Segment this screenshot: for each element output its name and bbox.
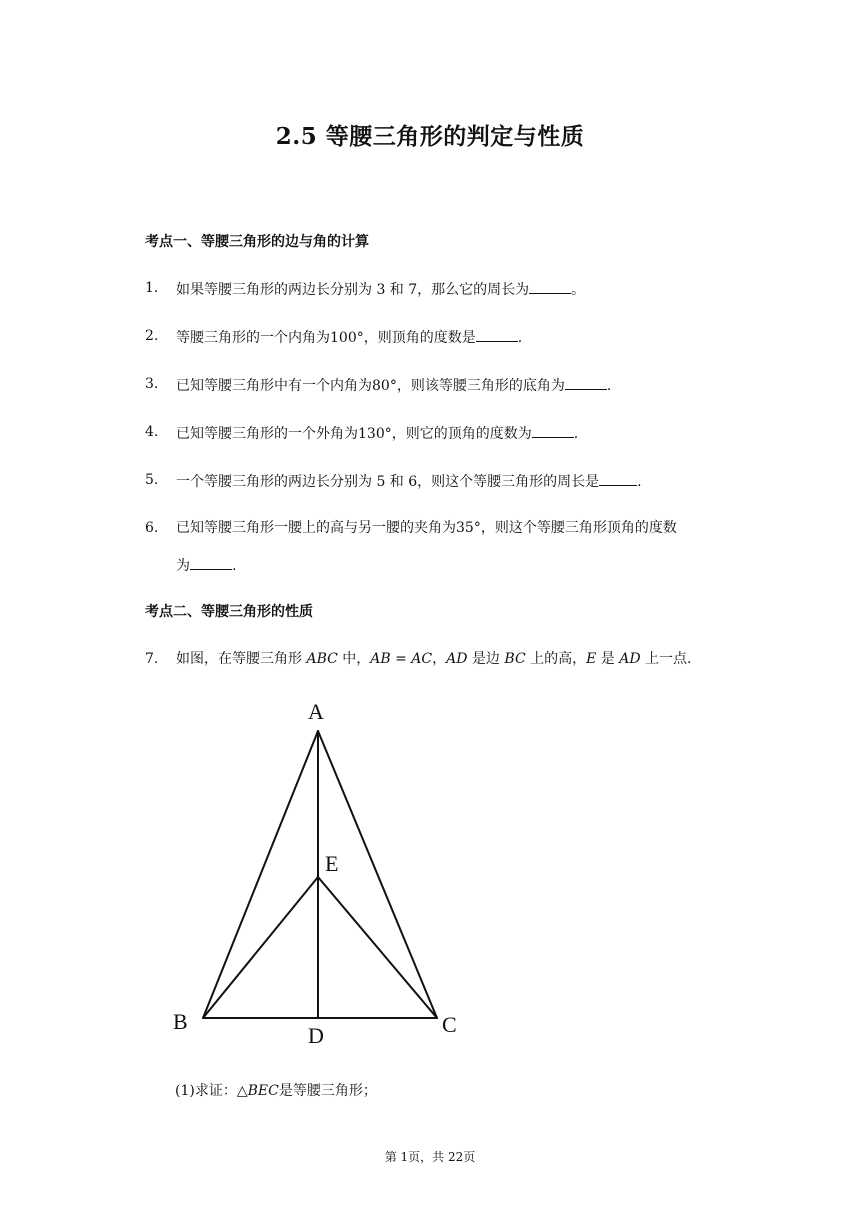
- question-text: 上一点.: [640, 651, 692, 667]
- question-number: 2.: [145, 328, 159, 344]
- question-text: 上的高，: [525, 651, 587, 667]
- subquestion-1: [175, 1080, 377, 1100]
- question-text-cont: ，则顶角的度数是: [363, 330, 476, 346]
- question-end: .: [517, 330, 523, 346]
- section-heading-2: 考点二、等腰三角形的性质: [145, 604, 313, 620]
- question-text: 如果等腰三角形的两边长分别为 3 和 7，那么它的周长为: [176, 282, 530, 298]
- label-c: C: [442, 1012, 457, 1037]
- subquestion-text-end: 是等腰三角形；: [278, 1083, 377, 1099]
- question-text: 如图，在等腰三角形: [176, 651, 307, 667]
- page-footer: 第 1页，共 22页: [384, 1150, 476, 1164]
- question-end: 。: [571, 282, 586, 298]
- label-d: D: [308, 1023, 324, 1048]
- question-text: 一个等腰三角形的两边长分别为 5 和 6，则这个等腰三角形的周长是: [176, 474, 600, 490]
- question-end: .: [637, 474, 642, 490]
- question-end: .: [606, 378, 612, 394]
- answer-blank[interactable]: [476, 326, 518, 342]
- angle-value: 100°: [330, 330, 364, 346]
- question-text-cont: ，则它的顶角的度数为: [391, 426, 532, 442]
- question-text: ，: [432, 651, 447, 667]
- segment-ab: [203, 731, 318, 1018]
- question-number: 4.: [145, 424, 159, 440]
- label-e: E: [325, 851, 339, 876]
- question-text: 已知等腰三角形中有一个内角为: [176, 378, 372, 394]
- angle-value: 130°: [358, 426, 392, 442]
- question-number: 1.: [145, 280, 159, 296]
- question-text-cont: ，则该等腰三角形的底角为: [396, 378, 565, 394]
- triangle-name: ABC: [306, 651, 338, 667]
- subquestion-number: (1): [175, 1083, 195, 1099]
- question-text: 已知等腰三角形的一个外角为: [176, 426, 358, 442]
- equation: AB = AC: [370, 651, 433, 667]
- question-text: 等腰三角形的一个内角为: [176, 330, 330, 346]
- question-text: 中，: [337, 651, 371, 667]
- answer-blank[interactable]: [190, 554, 232, 570]
- question-text-line2: 为: [176, 558, 190, 574]
- label-a: A: [308, 699, 324, 724]
- angle-value: 80°: [372, 378, 397, 394]
- geometry-figure: [165, 695, 475, 1055]
- question-number: 6.: [145, 520, 159, 536]
- label-b: B: [173, 1009, 188, 1034]
- segment-name: AD: [619, 651, 641, 667]
- angle-value: 35°: [456, 520, 481, 536]
- answer-blank[interactable]: [529, 278, 571, 294]
- page-title: 2.5 等腰三角形的判定与性质: [275, 123, 585, 150]
- question-end: .: [573, 426, 579, 442]
- triangle-symbol: △BEC: [236, 1083, 279, 1099]
- question-text: 是: [596, 651, 620, 667]
- question-number: 3.: [145, 376, 159, 392]
- answer-blank[interactable]: [599, 470, 637, 486]
- segment-name: AD: [446, 651, 468, 667]
- answer-blank[interactable]: [532, 422, 574, 438]
- subquestion-text: 求证：: [194, 1083, 237, 1099]
- segment-be: [203, 877, 318, 1018]
- question-text: 已知等腰三角形一腰上的高与另一腰的夹角为: [176, 520, 456, 536]
- section-heading-1: 考点一、等腰三角形的边与角的计算: [145, 234, 369, 250]
- question-text: 是边: [467, 651, 505, 667]
- segment-name: BC: [504, 651, 526, 667]
- question-number: 7.: [145, 651, 159, 667]
- question-end: .: [232, 558, 237, 574]
- question-number: 5.: [145, 472, 159, 488]
- point-name: E: [586, 651, 597, 667]
- segment-ce: [318, 877, 437, 1018]
- question-text-cont: ，则这个等腰三角形顶角的度数: [480, 520, 677, 536]
- answer-blank[interactable]: [565, 374, 607, 390]
